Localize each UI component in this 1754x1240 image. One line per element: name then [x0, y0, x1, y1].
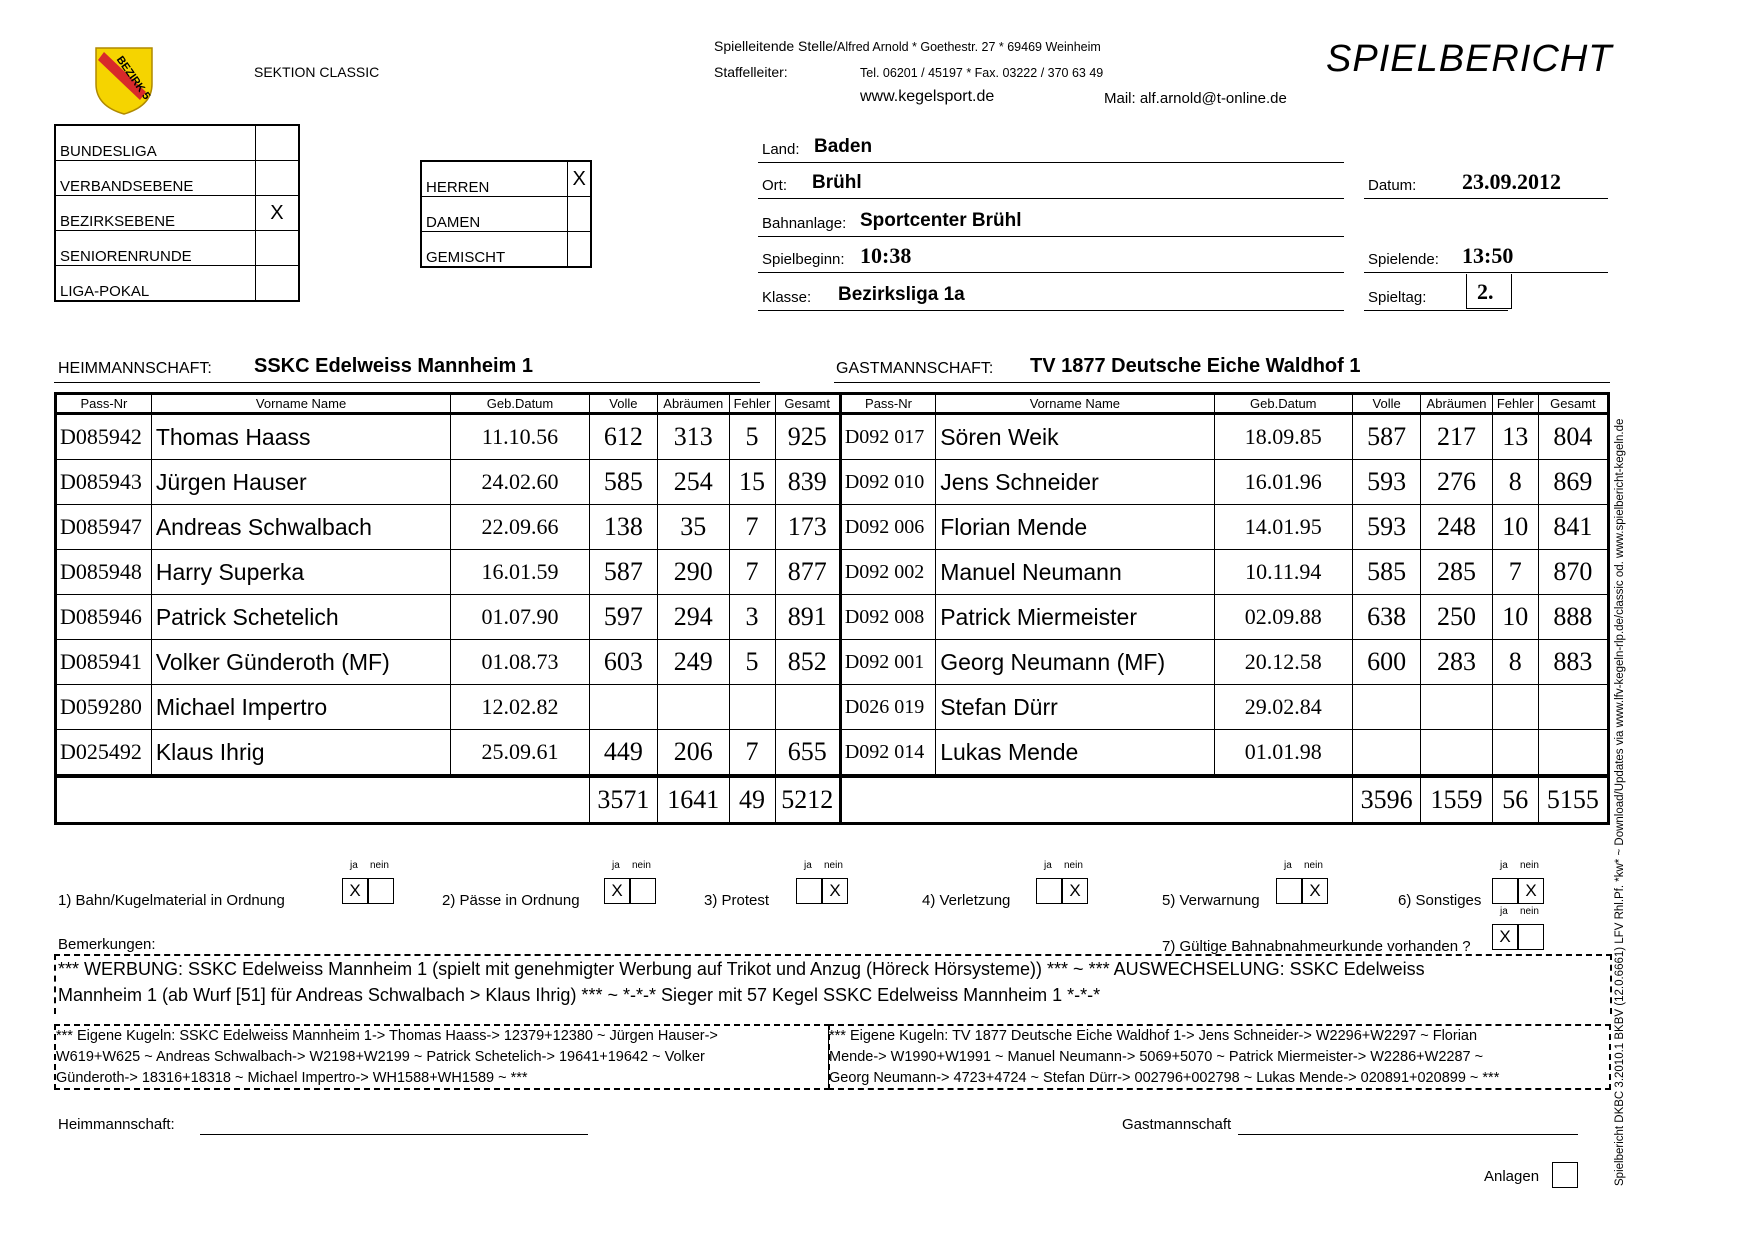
- gender-checkbox[interactable]: [568, 197, 591, 232]
- guest-dob-cell[interactable]: 01.01.98: [1214, 730, 1352, 777]
- home-total-gesamt[interactable]: 5212: [775, 776, 840, 824]
- totals-row: [56, 776, 1609, 824]
- league-checkbox[interactable]: [255, 231, 299, 266]
- table-row: [56, 685, 1609, 730]
- home-gesamt-cell[interactable]: 877: [775, 550, 840, 595]
- guest-name-cell[interactable]: Jens Schneider: [936, 460, 1214, 505]
- guest-abraeumen-cell[interactable]: 276: [1421, 460, 1492, 505]
- table-row: [56, 550, 1609, 595]
- home-abraeumen-cell[interactable]: 313: [658, 414, 729, 460]
- league-label: VERBANDSEBENE: [55, 161, 255, 196]
- land-value[interactable]: Baden: [814, 136, 873, 157]
- datum-label: Datum:: [1368, 177, 1417, 194]
- home-pass-cell[interactable]: D059280: [56, 685, 152, 730]
- klasse-label: Klasse:: [762, 289, 812, 306]
- question-label: 3) Protest: [704, 892, 770, 909]
- guest-name-cell[interactable]: Lukas Mende: [936, 730, 1214, 777]
- ja-header: ja: [350, 860, 358, 871]
- guest-fehler-cell[interactable]: 7: [1492, 550, 1538, 595]
- league-row: [55, 196, 299, 231]
- col-pass: Pass-Nr: [56, 394, 152, 414]
- home-dob-cell[interactable]: 01.08.73: [451, 640, 589, 685]
- home-team-label: HEIMMANNSCHAFT:: [58, 360, 212, 377]
- remarks-line: Mannheim 1 (ab Wurf [51] für Andreas Schwalbach > Klaus Ihrig) *** ~ *-*-* Sieger mit 57 Kegel SSKC Edelweiss Mannheim 1 *-*-*: [58, 985, 1101, 1005]
- table-row: [56, 460, 1609, 505]
- guest-balls-box[interactable]: [828, 1024, 1611, 1090]
- logo-text: BEZIRK 5: [113, 54, 153, 102]
- guest-name-cell[interactable]: Sören Weik: [936, 414, 1214, 460]
- table-row: [56, 640, 1609, 685]
- question-label: 4) Verletzung: [922, 892, 1011, 909]
- home-volle-cell[interactable]: [589, 685, 657, 730]
- ja-checkbox[interactable]: [1492, 878, 1518, 904]
- guest-fehler-cell[interactable]: 10: [1492, 505, 1538, 550]
- home-dob-cell[interactable]: 25.09.61: [451, 730, 589, 777]
- guest-pass-cell[interactable]: D092 002: [840, 550, 935, 595]
- guest-gesamt-cell[interactable]: 888: [1538, 595, 1608, 640]
- home-volle-cell[interactable]: 597: [589, 595, 657, 640]
- website-link[interactable]: www.kegelsport.de: [860, 88, 995, 105]
- home-total-fehler[interactable]: 49: [729, 776, 775, 824]
- guest-dob-cell[interactable]: 20.12.58: [1214, 640, 1352, 685]
- land-field: [758, 128, 1344, 163]
- spielende-field: [1364, 238, 1608, 273]
- home-balls-line: W619+W625 ~ Andreas Schwalbach-> W2198+W2199 ~ Patrick Schetelich-> 19641+19642 ~ Volker: [56, 1049, 705, 1065]
- home-name-cell[interactable]: Andreas Schwalbach: [151, 505, 450, 550]
- home-volle-cell[interactable]: 449: [589, 730, 657, 777]
- home-name-cell[interactable]: Thomas Haass: [151, 414, 450, 460]
- ja-header: ja: [804, 860, 812, 871]
- guest-volle-cell[interactable]: 638: [1353, 595, 1421, 640]
- league-label: BEZIRKSEBENE: [55, 196, 255, 231]
- guest-gesamt-cell[interactable]: 883: [1538, 640, 1608, 685]
- col-name: Vorname Name: [936, 394, 1214, 414]
- guest-pass-cell[interactable]: D092 006: [840, 505, 935, 550]
- gender-label: HERREN: [421, 161, 568, 197]
- home-gesamt-cell[interactable]: [775, 685, 840, 730]
- bahnanlage-label: Bahnanlage:: [762, 215, 847, 232]
- home-team-field: [54, 350, 760, 383]
- ort-value[interactable]: Brühl: [812, 172, 862, 193]
- anlagen-label: Anlagen: [1484, 1168, 1540, 1185]
- home-abraeumen-cell[interactable]: 290: [658, 550, 729, 595]
- guest-balls-line: Mende-> W1990+W1991 ~ Manuel Neumann-> 5069+5070 ~ Patrick Miermeister-> W2286+W2287 ~: [829, 1049, 1484, 1065]
- guest-pass-cell[interactable]: D026 019: [840, 685, 935, 730]
- ja-header: ja: [1284, 860, 1292, 871]
- gender-checkbox[interactable]: [568, 232, 591, 268]
- col-volle: Volle: [589, 394, 657, 414]
- spieltag-box[interactable]: [1466, 274, 1512, 309]
- mail-address[interactable]: Mail: alf.arnold@t-online.de: [1104, 90, 1287, 107]
- nein-checkbox[interactable]: [368, 878, 394, 904]
- land-label: Land:: [762, 141, 800, 158]
- home-abraeumen-cell[interactable]: 35: [658, 505, 729, 550]
- home-gesamt-cell[interactable]: 852: [775, 640, 840, 685]
- spielende-label: Spielende:: [1368, 251, 1439, 268]
- home-signature-line[interactable]: [200, 1134, 588, 1135]
- nein-checkbox[interactable]: X: [1518, 878, 1544, 904]
- home-balls-box[interactable]: [54, 1024, 830, 1090]
- guest-balls-line: Georg Neumann-> 4723+4724 ~ Stefan Dürr-> 002796+002798 ~ Lukas Mende-> 020891+020899 ~ ***: [829, 1070, 1500, 1086]
- guest-abraeumen-cell[interactable]: 248: [1421, 505, 1492, 550]
- table-row: [56, 414, 1609, 460]
- col-fehler: Fehler: [1492, 394, 1538, 414]
- bahnanlage-field: [758, 202, 1344, 237]
- bezirk-logo: [94, 46, 154, 116]
- guest-pass-cell[interactable]: D092 014: [840, 730, 935, 777]
- guest-gesamt-cell[interactable]: 841: [1538, 505, 1608, 550]
- col-dob: Geb.Datum: [1214, 394, 1352, 414]
- guest-abraeumen-cell[interactable]: [1421, 730, 1492, 777]
- datum-value[interactable]: 23.09.2012: [1462, 169, 1561, 194]
- home-dob-cell[interactable]: 24.02.60: [451, 460, 589, 505]
- home-pass-cell[interactable]: D085947: [56, 505, 152, 550]
- bahnanlage-value[interactable]: Sportcenter Brühl: [860, 210, 1022, 231]
- ja-checkbox[interactable]: X: [604, 878, 630, 904]
- guest-gesamt-cell[interactable]: [1538, 730, 1608, 777]
- ja-checkbox[interactable]: [1036, 878, 1062, 904]
- guest-dob-cell[interactable]: 18.09.85: [1214, 414, 1352, 460]
- home-volle-cell[interactable]: 603: [589, 640, 657, 685]
- home-pass-cell[interactable]: D085948: [56, 550, 152, 595]
- home-pass-cell[interactable]: D085941: [56, 640, 152, 685]
- home-volle-cell[interactable]: 585: [589, 460, 657, 505]
- question-label: 6) Sonstiges: [1398, 892, 1482, 909]
- klasse-field: [758, 276, 1344, 311]
- section-label: SEKTION CLASSIC: [254, 64, 380, 80]
- col-gesamt: Gesamt: [775, 394, 840, 414]
- guest-abraeumen-cell[interactable]: 250: [1421, 595, 1492, 640]
- home-signature-label: Heimmannschaft:: [58, 1116, 175, 1133]
- col-gesamt: Gesamt: [1538, 394, 1608, 414]
- home-volle-cell[interactable]: 612: [589, 414, 657, 460]
- guest-total-fehler[interactable]: 56: [1492, 776, 1538, 824]
- guest-signature-line[interactable]: [1238, 1134, 1578, 1135]
- home-fehler-cell[interactable]: 3: [729, 595, 775, 640]
- gender-checkbox[interactable]: X: [568, 161, 591, 197]
- gender-label: DAMEN: [421, 197, 568, 232]
- league-row: [55, 231, 299, 266]
- guest-team-value[interactable]: TV 1877 Deutsche Eiche Waldhof 1: [1030, 355, 1361, 377]
- guest-volle-cell[interactable]: 593: [1353, 460, 1421, 505]
- spieltag-label: Spieltag:: [1368, 289, 1427, 306]
- gender-row: [421, 161, 591, 197]
- staffelleiter-label: Staffelleiter:: [714, 64, 788, 80]
- guest-fehler-cell[interactable]: 10: [1492, 595, 1538, 640]
- home-name-cell[interactable]: Michael Impertro: [151, 685, 450, 730]
- question-label: 2) Pässe in Ordnung: [442, 892, 580, 909]
- guest-gesamt-cell[interactable]: 804: [1538, 414, 1608, 460]
- home-balls-line: Günderoth-> 18316+18318 ~ Michael Impertro-> WH1588+WH1589 ~ ***: [56, 1070, 528, 1086]
- ort-field: [758, 164, 1344, 199]
- home-gesamt-cell[interactable]: 839: [775, 460, 840, 505]
- datum-field: [1364, 164, 1608, 199]
- guest-total-volle[interactable]: 3596: [1353, 776, 1421, 824]
- anlagen-checkbox[interactable]: [1552, 1162, 1578, 1188]
- home-dob-cell[interactable]: 11.10.56: [451, 414, 589, 460]
- home-fehler-cell[interactable]: 7: [729, 505, 775, 550]
- league-row: [55, 161, 299, 196]
- guest-volle-cell[interactable]: 585: [1353, 550, 1421, 595]
- ja-checkbox[interactable]: X: [342, 878, 368, 904]
- nein-header: nein: [370, 860, 389, 871]
- table-row: [56, 505, 1609, 550]
- nein-header: nein: [632, 860, 651, 871]
- col-volle: Volle: [1353, 394, 1421, 414]
- guest-gesamt-cell[interactable]: 869: [1538, 460, 1608, 505]
- ja-checkbox[interactable]: X: [1492, 924, 1518, 950]
- guest-pass-cell[interactable]: D092 008: [840, 595, 935, 640]
- guest-total-gesamt[interactable]: 5155: [1538, 776, 1608, 824]
- guest-pass-cell[interactable]: D092 001: [840, 640, 935, 685]
- guest-totals-blank: [840, 776, 1352, 824]
- guest-team-field: [834, 350, 1610, 383]
- col-fehler: Fehler: [729, 394, 775, 414]
- guest-fehler-cell[interactable]: 8: [1492, 640, 1538, 685]
- nein-header: nein: [1520, 860, 1539, 871]
- home-abraeumen-cell[interactable]: 254: [658, 460, 729, 505]
- nein-header: nein: [824, 860, 843, 871]
- guest-dob-cell[interactable]: 10.11.94: [1214, 550, 1352, 595]
- guest-volle-cell[interactable]: [1353, 730, 1421, 777]
- ja-checkbox[interactable]: [796, 878, 822, 904]
- home-pass-cell[interactable]: D085946: [56, 595, 152, 640]
- home-volle-cell[interactable]: 138: [589, 505, 657, 550]
- home-dob-cell[interactable]: 22.09.66: [451, 505, 589, 550]
- side-version-text: Spielbericht DKBC 3.2010.1 BKBV (12.0.6661) LFV Rhl.Pf. *kw* ~ Download/Updates via www.lfv-kegeln-rlp.de/classic od. www.spielbericht-kegeln.de: [1614, 418, 1626, 1186]
- guest-dob-cell[interactable]: 14.01.95: [1214, 505, 1352, 550]
- home-dob-cell[interactable]: 01.07.90: [451, 595, 589, 640]
- home-fehler-cell[interactable]: 15: [729, 460, 775, 505]
- spielbeginn-value[interactable]: 10:38: [860, 243, 912, 268]
- home-pass-cell[interactable]: D085943: [56, 460, 152, 505]
- nein-checkbox[interactable]: [630, 878, 656, 904]
- home-dob-cell[interactable]: 16.01.59: [451, 550, 589, 595]
- ja-header: ja: [612, 860, 620, 871]
- home-abraeumen-cell[interactable]: 206: [658, 730, 729, 777]
- home-team-value[interactable]: SSKC Edelweiss Mannheim 1: [254, 355, 533, 377]
- nein-checkbox[interactable]: X: [1302, 878, 1328, 904]
- guest-volle-cell[interactable]: 587: [1353, 414, 1421, 460]
- guest-dob-cell[interactable]: 16.01.96: [1214, 460, 1352, 505]
- guest-fehler-cell[interactable]: 13: [1492, 414, 1538, 460]
- guest-dob-cell[interactable]: 02.09.88: [1214, 595, 1352, 640]
- guest-fehler-cell[interactable]: [1492, 730, 1538, 777]
- home-gesamt-cell[interactable]: 173: [775, 505, 840, 550]
- table-row: [56, 595, 1609, 640]
- home-name-cell[interactable]: Harry Superka: [151, 550, 450, 595]
- gender-label: GEMISCHT: [421, 232, 568, 268]
- home-fehler-cell[interactable]: 5: [729, 640, 775, 685]
- nein-header: nein: [1520, 906, 1539, 917]
- spielbeginn-label: Spielbeginn:: [762, 251, 845, 268]
- guest-name-cell[interactable]: Manuel Neumann: [936, 550, 1214, 595]
- score-table: [54, 392, 1610, 825]
- league-label: SENIORENRUNDE: [55, 231, 255, 266]
- league-checkbox[interactable]: [255, 266, 299, 302]
- ja-checkbox[interactable]: [1276, 878, 1302, 904]
- home-pass-cell[interactable]: D025492: [56, 730, 152, 777]
- guest-pass-cell[interactable]: D092 010: [840, 460, 935, 505]
- question-label: 5) Verwarnung: [1162, 892, 1260, 909]
- guest-volle-cell[interactable]: 593: [1353, 505, 1421, 550]
- home-totals-blank: [56, 776, 590, 824]
- klasse-value[interactable]: Bezirksliga 1a: [838, 284, 965, 305]
- league-checkbox[interactable]: X: [255, 196, 299, 231]
- nein-checkbox[interactable]: X: [1062, 878, 1088, 904]
- league-row: [55, 125, 299, 161]
- home-pass-cell[interactable]: D085942: [56, 414, 152, 460]
- guest-name-cell[interactable]: Florian Mende: [936, 505, 1214, 550]
- guest-fehler-cell[interactable]: 8: [1492, 460, 1538, 505]
- home-name-cell[interactable]: Volker Günderoth (MF): [151, 640, 450, 685]
- league-checkbox[interactable]: [255, 161, 299, 196]
- home-dob-cell[interactable]: 12.02.82: [451, 685, 589, 730]
- guest-volle-cell[interactable]: 600: [1353, 640, 1421, 685]
- nein-header: nein: [1064, 860, 1083, 871]
- phone-fax: Tel. 06201 / 45197 * Fax. 03222 / 370 63 49: [860, 66, 1104, 80]
- home-gesamt-cell[interactable]: 925: [775, 414, 840, 460]
- guest-dob-cell[interactable]: 29.02.84: [1214, 685, 1352, 730]
- guest-signature-label: Gastmannschaft: [1122, 1116, 1232, 1133]
- home-abraeumen-cell[interactable]: 294: [658, 595, 729, 640]
- guest-pass-cell[interactable]: D092 017: [840, 414, 935, 460]
- home-abraeumen-cell[interactable]: 249: [658, 640, 729, 685]
- league-label: BUNDESLIGA: [55, 125, 255, 161]
- league-label: LIGA-POKAL: [55, 266, 255, 302]
- guest-team-label: GASTMANNSCHAFT:: [836, 360, 994, 377]
- home-gesamt-cell[interactable]: 655: [775, 730, 840, 777]
- remarks-line: *** WERBUNG: SSKC Edelweiss Mannheim 1 (spielt mit genehmigter Werbung auf Trikot und Anzug (Höreck Hörsysteme)) *** ~ *** AUSWECHSELUNG: SSKC Edelweiss: [58, 959, 1425, 979]
- table-row: [56, 730, 1609, 777]
- question-label: 1) Bahn/Kugelmaterial in Ordnung: [58, 892, 285, 909]
- home-fehler-cell[interactable]: 5: [729, 414, 775, 460]
- guest-total-abraeumen[interactable]: 1559: [1421, 776, 1492, 824]
- gender-box: [420, 160, 592, 268]
- ja-header: ja: [1044, 860, 1052, 871]
- remarks-label: Bemerkungen:: [58, 936, 156, 953]
- nein-checkbox[interactable]: X: [822, 878, 848, 904]
- col-name: Vorname Name: [151, 394, 450, 414]
- spieltag-value: 2.: [1477, 279, 1494, 304]
- home-gesamt-cell[interactable]: 891: [775, 595, 840, 640]
- gender-row: [421, 197, 591, 232]
- guest-gesamt-cell[interactable]: 870: [1538, 550, 1608, 595]
- table-header-row: [56, 394, 1609, 414]
- ort-label: Ort:: [762, 177, 787, 194]
- gender-row: [421, 232, 591, 268]
- home-volle-cell[interactable]: 587: [589, 550, 657, 595]
- home-fehler-cell[interactable]: 7: [729, 730, 775, 777]
- guest-abraeumen-cell[interactable]: 283: [1421, 640, 1492, 685]
- home-balls-line: *** Eigene Kugeln: SSKC Edelweiss Mannheim 1-> Thomas Haass-> 12379+12380 ~ Jürgen Hauser->: [56, 1028, 718, 1044]
- league-row: [55, 266, 299, 302]
- col-abraeumen: Abräumen: [658, 394, 729, 414]
- guest-fehler-cell[interactable]: [1492, 685, 1538, 730]
- ja-header: ja: [1500, 860, 1508, 871]
- home-fehler-cell[interactable]: 7: [729, 550, 775, 595]
- col-pass: Pass-Nr: [840, 394, 935, 414]
- question-label: 7) Gültige Bahnabnahmeurkunde vorhanden ?: [1162, 938, 1471, 955]
- home-abraeumen-cell[interactable]: [658, 685, 729, 730]
- guest-abraeumen-cell[interactable]: 217: [1421, 414, 1492, 460]
- guest-gesamt-cell[interactable]: [1538, 685, 1608, 730]
- ja-header: ja: [1500, 906, 1508, 917]
- remarks-box[interactable]: [54, 954, 1612, 1014]
- home-total-abraeumen[interactable]: 1641: [658, 776, 729, 824]
- spielbeginn-field: [758, 238, 1344, 273]
- spielende-value[interactable]: 13:50: [1462, 243, 1514, 268]
- guest-abraeumen-cell[interactable]: 285: [1421, 550, 1492, 595]
- spielleitende-label: Spielleitende Stelle/Alfred Arnold * Goethestr. 27 * 69469 Weinheim: [714, 38, 1101, 54]
- nein-checkbox[interactable]: [1518, 924, 1544, 950]
- home-name-cell[interactable]: Jürgen Hauser: [151, 460, 450, 505]
- guest-name-cell[interactable]: Stefan Dürr: [936, 685, 1214, 730]
- home-fehler-cell[interactable]: [729, 685, 775, 730]
- guest-volle-cell[interactable]: [1353, 685, 1421, 730]
- col-dob: Geb.Datum: [451, 394, 589, 414]
- league-checkbox[interactable]: [255, 125, 299, 161]
- guest-name-cell[interactable]: Patrick Miermeister: [936, 595, 1214, 640]
- guest-abraeumen-cell[interactable]: [1421, 685, 1492, 730]
- guest-name-cell[interactable]: Georg Neumann (MF): [936, 640, 1214, 685]
- league-level-box: [54, 124, 300, 302]
- col-abraeumen: Abräumen: [1421, 394, 1492, 414]
- home-name-cell[interactable]: Patrick Schetelich: [151, 595, 450, 640]
- nein-header: nein: [1304, 860, 1323, 871]
- guest-balls-line: *** Eigene Kugeln: TV 1877 Deutsche Eiche Waldhof 1-> Jens Schneider-> W2296+W2297 ~ Florian: [829, 1028, 1478, 1044]
- home-name-cell[interactable]: Klaus Ihrig: [151, 730, 450, 777]
- page-title: SPIELBERICHT: [1326, 38, 1613, 80]
- home-total-volle[interactable]: 3571: [589, 776, 657, 824]
